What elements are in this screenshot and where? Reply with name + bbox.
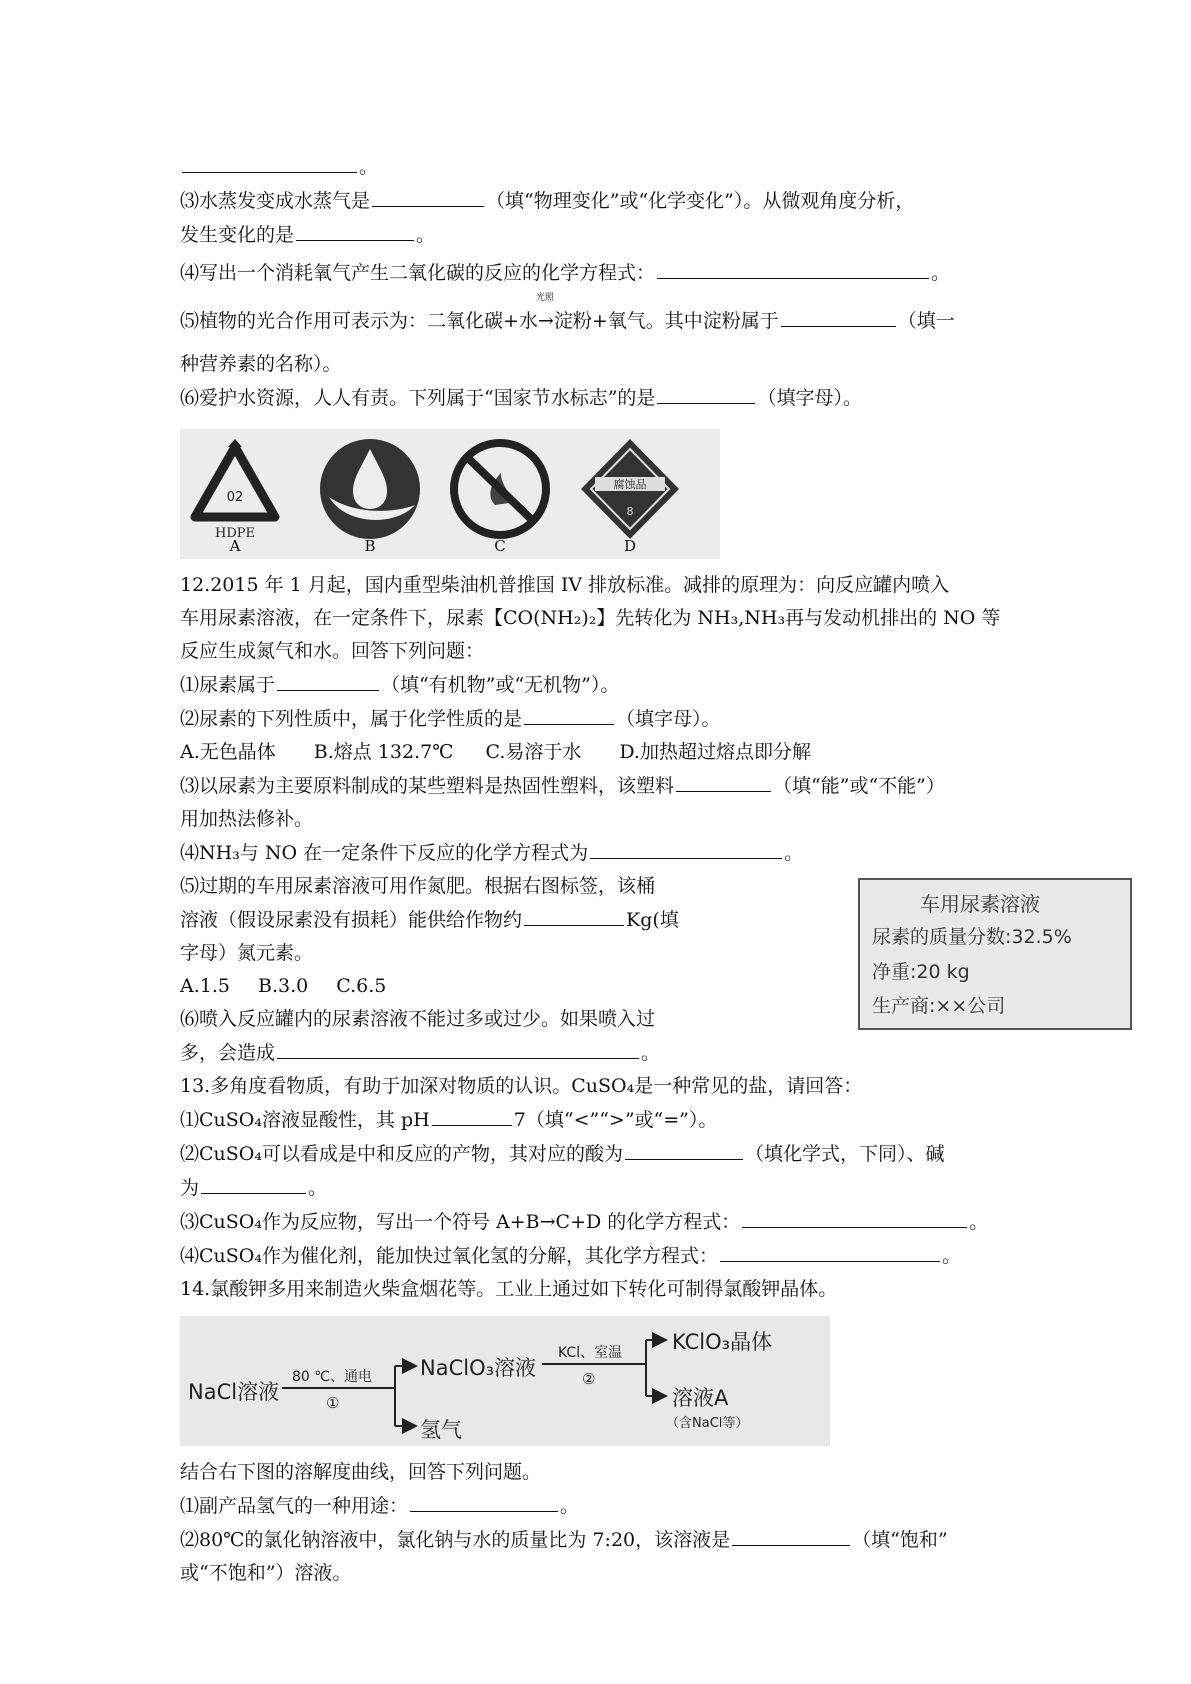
flow-naclo3: NaClO₃溶液 xyxy=(420,1356,537,1380)
flow-kclo3: KClO₃晶体 xyxy=(672,1330,773,1354)
svg-text:8: 8 xyxy=(626,505,634,518)
answer-blank[interactable] xyxy=(720,1239,940,1262)
corrosive-icon xyxy=(575,435,685,543)
answer-blank[interactable] xyxy=(410,1489,558,1512)
q13-part-1: ⑴CuSO₄溶液显酸性，其 pH 7（填“<”“>”或“=”）。 xyxy=(180,1103,1020,1137)
answer-blank[interactable] xyxy=(742,1205,967,1228)
answer-blank[interactable] xyxy=(657,256,929,279)
urea-label-figure xyxy=(858,878,1132,1030)
flow-solution-a-note: （含NaCl等） xyxy=(666,1416,749,1431)
option-a-label: A xyxy=(229,537,241,555)
q12-part-5-options: A.1.5 B.3.0 C.6.5 xyxy=(180,975,387,997)
answer-blank[interactable] xyxy=(182,150,357,173)
option-d-label: D xyxy=(623,537,637,555)
q13-part-2b: 为 。 xyxy=(180,1171,1020,1205)
q12-part-5b: 溶液（假设尿素没有损耗）能供给作物约 Kg(填 xyxy=(180,903,1020,937)
q12-part-1: ⑴尿素属于 （填“有机物”或“无机物”）。 xyxy=(180,668,1020,702)
q12-part-5c: 字母）氮元素。 xyxy=(180,942,314,964)
svg-text:02: 02 xyxy=(226,490,244,505)
recycle-icon xyxy=(180,435,290,543)
svg-text:腐蚀品: 腐蚀品 xyxy=(613,478,647,491)
line-0: 。 xyxy=(180,150,1020,184)
answer-blank[interactable] xyxy=(277,668,379,691)
flow-solution-a: 溶液A xyxy=(672,1386,729,1410)
kclo3-flowchart xyxy=(180,1316,830,1446)
line-q11-4: ⑷写出一个消耗氧气产生二氧化碳的反应的化学方程式： 。 xyxy=(180,256,1020,290)
no-fire-icon xyxy=(445,435,555,543)
label-maker: 生产商:××公司 xyxy=(872,995,1006,1017)
answer-blank[interactable] xyxy=(372,184,484,207)
q12-stem-1: 12.2015 年 1 月起，国内重型柴油机普推国 IV 排放标准。减排的原理为：向反应罐内喷入 xyxy=(180,574,950,596)
q13-part-4: ⑷CuSO₄作为催化剂，能加快过氧化氢的分解，其化学方程式： 。 xyxy=(180,1239,1020,1273)
water-symbols-figure xyxy=(180,429,720,559)
option-b-label: B xyxy=(364,537,376,555)
q12-stem-2: 车用尿素溶液，在一定条件下，尿素【CO(NH₂)₂】先转化为 NH₃,NH₃再与发动机排出的 NO 等 xyxy=(180,607,1001,629)
flow-step-1: ① xyxy=(326,1394,340,1412)
q14-part-1: ⑴副产品氢气的一种用途： 。 xyxy=(180,1489,1020,1523)
q14-intro: 结合右下图的溶解度曲线，回答下列问题。 xyxy=(180,1461,542,1483)
q13-part-3: ⑶CuSO₄作为反应物，写出一个符号 A+B→C+D 的化学方程式： 。 xyxy=(180,1205,1020,1239)
answer-blank[interactable] xyxy=(432,1103,512,1126)
answer-blank[interactable] xyxy=(781,304,896,327)
answer-blank[interactable] xyxy=(676,769,771,792)
q12-part-2: ⑵尿素的下列性质中，属于化学性质的是 （填字母）。 xyxy=(180,702,1020,736)
q13-stem: 13.多角度看物质，有助于加深对物质的认识。CuSO₄是一种常见的盐，请回答： xyxy=(180,1075,863,1097)
answer-blank[interactable] xyxy=(590,836,782,859)
q12-part-4: ⑷NH₃与 NO 在一定条件下反应的化学方程式为 。 xyxy=(180,836,1020,870)
q14-stem: 14.氯酸钾多用来制造火柴盒烟花等。工业上通过如下转化可制得氯酸钾晶体。 xyxy=(180,1278,838,1300)
answer-blank[interactable] xyxy=(524,702,614,725)
answer-blank[interactable] xyxy=(524,903,624,926)
line-q11-5b: 种营养素的名称）。 xyxy=(180,353,342,375)
q12-part-3: ⑶以尿素为主要原料制成的某些塑料是热固性塑料，该塑料 （填“能”或“不能”） xyxy=(180,769,1020,803)
q13-part-2: ⑵CuSO₄可以看成是中和反应的产物，其对应的酸为 （填化学式，下同）、碱 xyxy=(180,1137,1020,1171)
reaction-arrow: 光照 → xyxy=(535,293,554,332)
water-saving-icon xyxy=(315,435,425,543)
q12-part-5-block xyxy=(180,870,1072,1070)
answer-blank[interactable] xyxy=(732,1523,850,1546)
worksheet-page xyxy=(180,150,1072,1590)
line-q11-5: ⑸植物的光合作用可表示为：二氧化碳+水 光照 →淀粉+氧气。其中淀粉属于 （填一 xyxy=(180,304,1020,338)
q12-stem-3: 反应生成氮气和水。回答下列问题： xyxy=(180,640,485,662)
q12-part-5: ⑸过期的车用尿素溶液可用作氮肥。根据右图标签，该桶 xyxy=(180,875,656,897)
line-q11-6: ⑹爱护水资源，人人有责。下列属于“国家节水标志”的是 （填字母）。 xyxy=(180,381,1020,415)
label-net-weight: 净重:20 kg xyxy=(872,961,970,983)
svg-text:HDPE: HDPE xyxy=(215,526,255,541)
line-q11-3: ⑶水蒸发变成水蒸气是 （填“物理变化”或“化学变化”）。从微观角度分析， xyxy=(180,184,1020,218)
q12-part-3b: 用加热法修补。 xyxy=(180,808,314,830)
option-c-label: C xyxy=(494,537,506,555)
answer-blank[interactable] xyxy=(657,381,755,404)
q12-options: A.无色晶体 B.熔点 132.7℃ C.易溶于水 D.加热超过熔点即分解 xyxy=(180,741,811,763)
answer-blank[interactable] xyxy=(296,218,414,241)
q12-part-6: ⑹喷入反应罐内的尿素溶液不能过多或过少。如果喷入过 xyxy=(180,1008,656,1030)
flow-step-2: ② xyxy=(582,1370,596,1388)
flow-condition-2: KCl、室温 xyxy=(558,1345,623,1361)
label-title: 车用尿素溶液 xyxy=(920,892,1040,916)
flow-hydrogen: 氢气 xyxy=(420,1418,462,1442)
flow-nacl: NaCl溶液 xyxy=(188,1380,280,1404)
flow-condition-1: 80 ℃、通电 xyxy=(292,1369,372,1385)
q14-part-2: ⑵80℃的氯化钠溶液中，氯化钠与水的质量比为 7:20，该溶液是 （填“饱和” xyxy=(180,1523,1020,1557)
q14-part-2b: 或“不饱和”）溶液。 xyxy=(180,1562,352,1584)
answer-blank[interactable] xyxy=(201,1171,306,1194)
answer-blank[interactable] xyxy=(625,1137,743,1160)
answer-blank[interactable] xyxy=(277,1036,639,1059)
line-q11-3b: 发生变化的是 。 xyxy=(180,218,1020,252)
label-mass-fraction: 尿素的质量分数:32.5% xyxy=(872,926,1072,948)
q12-part-6b: 多，会造成 。 xyxy=(180,1036,1020,1070)
